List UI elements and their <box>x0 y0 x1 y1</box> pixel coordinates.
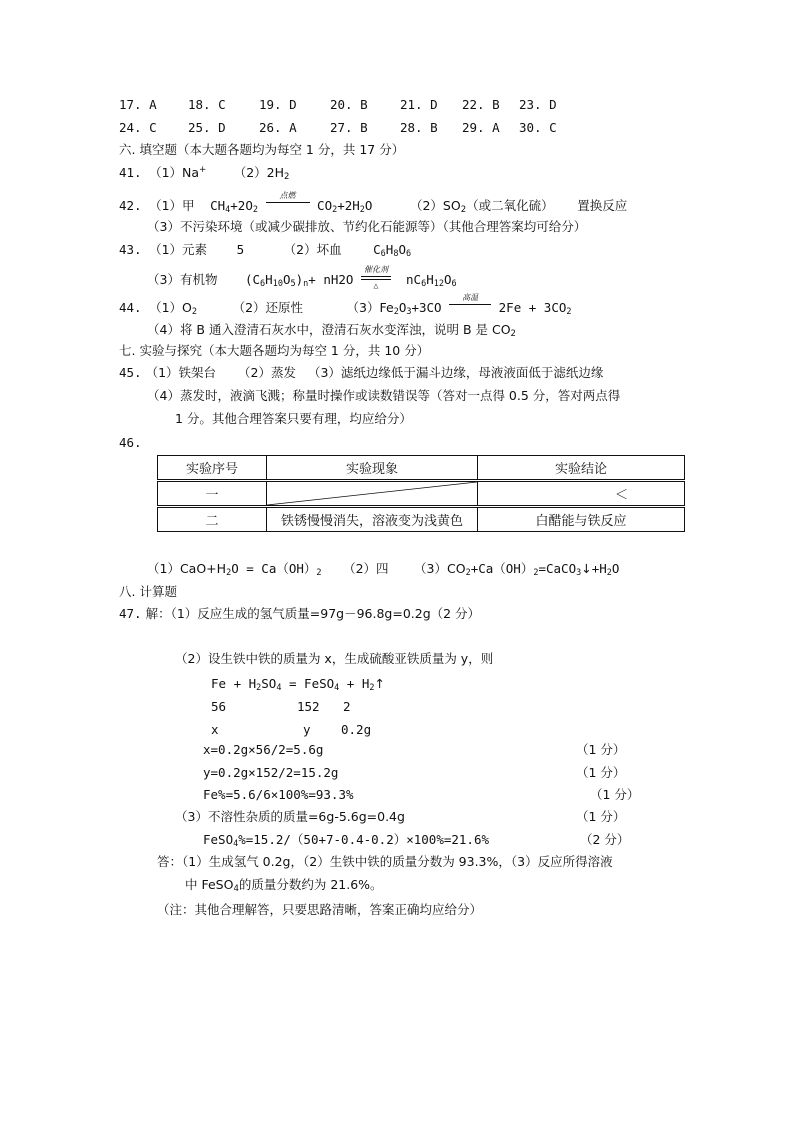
mc-19: 19. D <box>259 97 297 112</box>
table-header-cell: 实验序号 <box>158 456 267 481</box>
q45-part1: （1）铁架台 <box>145 365 217 380</box>
q46-answer3: $(3)CO_2+Ca(OH)_2=CaCO_3↓+H_2O$ <box>414 561 620 578</box>
table-row <box>158 507 685 532</box>
mc-27: 27. B <box>330 120 368 135</box>
mc-26: 26. A <box>259 120 297 135</box>
q42-number: 42. <box>119 198 142 213</box>
q46-answer2: （2）四 <box>343 561 389 576</box>
mc-29: 29. A <box>462 120 500 135</box>
q46-number: 46. <box>119 435 142 450</box>
q42-line1 <box>119 191 628 215</box>
calc-score: （1 分） <box>576 809 626 824</box>
calc-line: Fe%=5.6/6×100%=93.3% <box>203 787 354 802</box>
table-cell: 二 <box>158 507 267 532</box>
calc-score: （1 分） <box>576 765 626 780</box>
section-7-heading: 七. 实验与探究（本大题各题均为每空 1 分，共 10 分） <box>119 343 430 358</box>
q46-answer1: $(1)CaO+H_2O = Ca(OH)_2$ <box>147 561 322 578</box>
mc-24: 24. C <box>119 120 157 135</box>
calc-score: （2 分） <box>580 832 630 847</box>
q42-part1-label: （1）甲 <box>149 198 195 213</box>
q42-equation: $CH_4+2O_2$ 点燃 $CO_2+2H_2O$ <box>210 198 372 213</box>
q43-number: 43. <box>119 242 142 257</box>
note: （注：其他合理解答，只要思路清晰，答案正确均应给分） <box>157 902 483 917</box>
q47-line2: （2）设生铁中铁的质量为 x，生成硫酸亚铁质量为 y，则 <box>175 651 494 666</box>
section-8-heading: 八. 计算题 <box>119 584 177 599</box>
q45-line2: （4）蒸发时，液滴飞溅；称量时操作或读数错误等（答对一点得 0.5 分，答对两点得 <box>147 388 621 403</box>
q45-number: 45. <box>119 365 142 380</box>
calc-line: y=0.2g×152/2=15.2g <box>203 765 339 780</box>
section-6-heading: 六. 填空题（本大题各题均为每空 1 分，共 17 分） <box>119 142 405 157</box>
q47-equation: $Fe + H_2SO_4$ = FeSO$_4$ + $H_2↑$ <box>211 676 385 693</box>
calc-line: FeSO$_4$%=15.2/（50+7-0.4-0.2）×100%=21.6% <box>203 832 490 849</box>
mc-17: 17. A <box>119 97 157 112</box>
table-cell: 铁锈慢慢消失，溶液变为浅黄色 <box>267 507 478 532</box>
q45-line1 <box>119 365 603 381</box>
q43-condition: 催化剂 <box>363 265 388 274</box>
q44-number: 44. <box>119 300 142 315</box>
table-row <box>158 481 685 507</box>
q45-part3: （3）滤纸边缘低于漏斗边缘，母液液面低于滤纸边缘 <box>307 365 604 380</box>
q47-number: 47. <box>119 606 142 621</box>
q47-line1 <box>119 606 480 622</box>
mc-30: 30. C <box>519 120 557 135</box>
q43-part1: （1）元素 <box>149 242 208 257</box>
q42-part2: $(2)SO_2$（或二氧化硫） <box>409 198 554 215</box>
q44-part2: （2）还原性 <box>232 300 304 315</box>
q47-part1: 解：（1）反应生成的氢气质量=97g－96.8g=0.2g（2 分） <box>145 606 481 621</box>
q43-line1 <box>119 242 411 258</box>
experiment-table <box>157 455 685 532</box>
q44-line2: （4）将 B 通入澄清石灰水中，澄清石灰水变浑浊，说明 B 是 $CO_2$ <box>147 322 516 339</box>
table-cell: ＜ <box>478 481 685 507</box>
table-cell: 一 <box>158 481 267 507</box>
q44-condition: 高温 <box>462 293 479 302</box>
q42-line2: （3）不污染环境（或减少碳排放、节约化石能源等）（其他合理答案均可给分） <box>147 219 587 234</box>
q42-condition: 点燃 <box>279 191 296 200</box>
mc-21: 21. D <box>400 97 438 112</box>
table-header-row <box>158 456 685 481</box>
q43-part2: （2）坏血 <box>283 242 342 257</box>
mc-25: 25. D <box>188 120 226 135</box>
diagonal-line <box>267 482 477 505</box>
calc-line: x=0.2g×56/2=5.6g <box>203 742 324 757</box>
q43-value-5: 5 <box>236 242 245 257</box>
q45-line3: 1 分。其他合理答案只要有理，均应给分） <box>175 411 412 426</box>
calc-score: （1 分） <box>576 742 626 757</box>
q44-part1: $(1)O_2$ <box>149 300 198 317</box>
calc-line: （3）不溶性杂质的质量=6g-5.6g=0.4g <box>175 809 405 824</box>
mc-23: 23. D <box>519 97 557 112</box>
calc-score: （1 分） <box>590 787 640 802</box>
q41-part2: $(2)2H_2$ <box>233 165 290 182</box>
q44-line1 <box>119 293 572 317</box>
q44-part3: $(3)Fe_2O_3+3CO$ 高温 $2Fe + 3CO_2$ <box>347 300 572 315</box>
q41-number: 41. <box>119 165 142 180</box>
table-cell-diagonal <box>267 481 478 507</box>
mc-18: 18. C <box>188 97 226 112</box>
mc-22: 22. B <box>462 97 500 112</box>
q43-heat-sign: △ <box>373 281 379 290</box>
mc-28: 28. B <box>400 120 438 135</box>
table-header-cell: 实验结论 <box>478 456 685 481</box>
table-header-cell: 实验现象 <box>267 456 478 481</box>
q43-line2 <box>147 265 457 290</box>
q43-equation: $(C_6H_{10}O_5)_n+ nH2O$ 催化剂 △ $nC_6H_{12}O_6$ <box>245 272 457 287</box>
q43-part3: （3）有机物 <box>147 272 218 287</box>
answer-line2: 中 FeSO$_4$的质量分数约为 21.6%。 <box>185 877 383 894</box>
mc-20: 20. B <box>330 97 368 112</box>
answer-line1: 答：（1）生成氢气 0.2g，（2）生铁中铁的质量分数为 93.3%，（3）反应所得溶液 <box>157 854 613 869</box>
q46-answers <box>147 561 619 577</box>
q42-part3: 置换反应 <box>577 198 628 213</box>
q41-part1: （1）Na+ <box>149 165 207 180</box>
table-cell: 白醋能与铁反应 <box>478 507 685 532</box>
q45-part2: （2）蒸发 <box>238 365 296 380</box>
q41 <box>119 165 289 181</box>
q43-vitamin-c: $C_6H_8O_6$ <box>373 242 412 259</box>
